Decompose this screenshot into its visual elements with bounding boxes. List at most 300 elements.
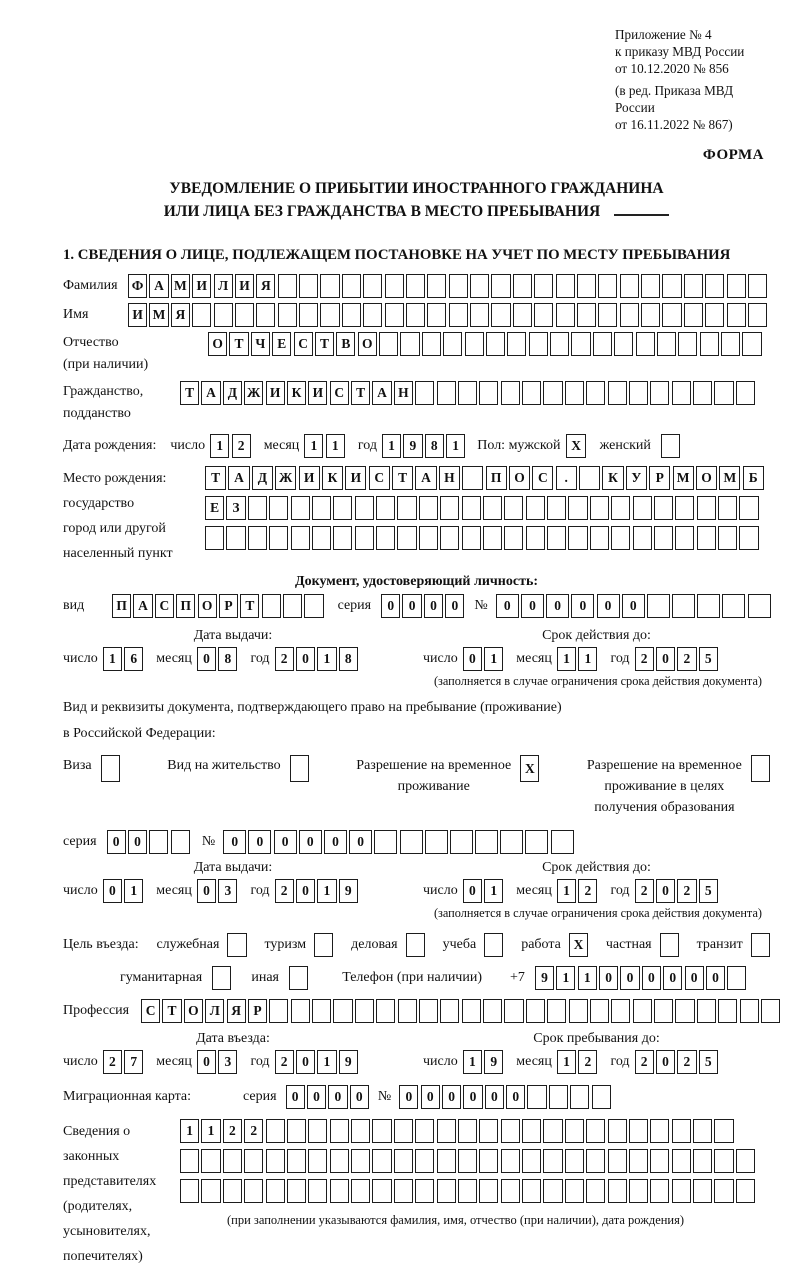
char-box[interactable] xyxy=(443,332,462,356)
char-box[interactable] xyxy=(266,1119,285,1143)
char-box[interactable] xyxy=(590,526,609,550)
char-box[interactable]: 0 xyxy=(128,830,147,854)
private-checkbox[interactable] xyxy=(660,933,679,957)
char-box[interactable] xyxy=(256,303,275,327)
char-box[interactable] xyxy=(394,1179,413,1203)
char-box[interactable]: 1 xyxy=(463,1050,482,1074)
char-box[interactable] xyxy=(611,999,630,1023)
char-box[interactable] xyxy=(504,526,523,550)
transit-checkbox[interactable] xyxy=(751,933,770,957)
char-box[interactable] xyxy=(483,526,502,550)
char-box[interactable] xyxy=(291,496,310,520)
char-box[interactable]: 1 xyxy=(484,879,503,903)
char-box[interactable]: Р xyxy=(649,466,670,490)
char-box[interactable] xyxy=(693,1119,712,1143)
char-box[interactable]: 1 xyxy=(382,434,401,458)
char-box[interactable] xyxy=(629,1119,648,1143)
char-box[interactable]: 1 xyxy=(557,879,576,903)
char-box[interactable] xyxy=(479,1179,498,1203)
char-box[interactable] xyxy=(223,1179,242,1203)
char-box[interactable] xyxy=(672,1149,691,1173)
char-box[interactable]: 0 xyxy=(521,594,544,618)
char-box[interactable] xyxy=(693,1149,712,1173)
char-box[interactable] xyxy=(287,1119,306,1143)
char-box[interactable]: 5 xyxy=(699,1050,718,1074)
char-box[interactable] xyxy=(641,274,660,298)
char-box[interactable]: 1 xyxy=(180,1119,199,1143)
char-box[interactable] xyxy=(586,1119,605,1143)
char-box[interactable]: З xyxy=(226,496,245,520)
char-box[interactable]: 0 xyxy=(656,1050,675,1074)
char-box[interactable]: 0 xyxy=(296,647,315,671)
char-box[interactable] xyxy=(697,496,716,520)
char-box[interactable]: 9 xyxy=(339,879,358,903)
char-box[interactable] xyxy=(614,332,633,356)
char-box[interactable]: 0 xyxy=(197,647,216,671)
char-box[interactable] xyxy=(330,1179,349,1203)
char-box[interactable] xyxy=(675,496,694,520)
char-box[interactable]: 0 xyxy=(381,594,400,618)
char-box[interactable]: 0 xyxy=(349,830,372,854)
char-box[interactable] xyxy=(654,496,673,520)
char-box[interactable]: И xyxy=(345,466,366,490)
char-box[interactable] xyxy=(486,332,505,356)
char-box[interactable] xyxy=(662,303,681,327)
char-box[interactable] xyxy=(462,999,481,1023)
char-box[interactable] xyxy=(608,381,627,405)
char-box[interactable]: 0 xyxy=(663,966,682,990)
char-box[interactable] xyxy=(522,1149,541,1173)
char-box[interactable] xyxy=(479,381,498,405)
char-box[interactable] xyxy=(504,999,523,1023)
char-box[interactable]: 0 xyxy=(571,594,594,618)
char-box[interactable] xyxy=(308,1179,327,1203)
char-box[interactable]: 8 xyxy=(425,434,444,458)
char-box[interactable] xyxy=(684,274,703,298)
char-box[interactable]: А xyxy=(201,381,220,405)
char-box[interactable]: И xyxy=(192,274,211,298)
char-box[interactable]: Р xyxy=(219,594,238,618)
char-box[interactable]: 2 xyxy=(103,1050,122,1074)
char-box[interactable] xyxy=(650,1119,669,1143)
char-box[interactable] xyxy=(543,1179,562,1203)
char-box[interactable] xyxy=(283,594,302,618)
char-box[interactable] xyxy=(705,303,724,327)
char-box[interactable] xyxy=(400,830,423,854)
char-box[interactable]: 0 xyxy=(463,647,482,671)
char-box[interactable]: 8 xyxy=(218,647,237,671)
char-box[interactable] xyxy=(223,1149,242,1173)
char-box[interactable] xyxy=(736,1179,755,1203)
char-box[interactable] xyxy=(586,1179,605,1203)
char-box[interactable]: Н xyxy=(394,381,413,405)
char-box[interactable]: Т xyxy=(240,594,259,618)
char-box[interactable] xyxy=(248,526,267,550)
char-box[interactable] xyxy=(462,466,483,490)
char-box[interactable] xyxy=(379,332,398,356)
char-box[interactable]: Я xyxy=(227,999,246,1023)
char-box[interactable] xyxy=(714,381,733,405)
char-box[interactable] xyxy=(598,274,617,298)
char-box[interactable]: Т xyxy=(205,466,226,490)
char-box[interactable] xyxy=(672,1119,691,1143)
char-box[interactable] xyxy=(565,1179,584,1203)
char-box[interactable]: 0 xyxy=(642,966,661,990)
char-box[interactable]: 8 xyxy=(339,647,358,671)
char-box[interactable] xyxy=(437,1149,456,1173)
char-box[interactable] xyxy=(722,594,745,618)
char-box[interactable] xyxy=(491,274,510,298)
char-box[interactable] xyxy=(748,594,771,618)
char-box[interactable] xyxy=(244,1179,263,1203)
char-box[interactable] xyxy=(278,274,297,298)
char-box[interactable] xyxy=(608,1149,627,1173)
char-box[interactable] xyxy=(633,526,652,550)
char-box[interactable] xyxy=(400,332,419,356)
visa-checkbox[interactable] xyxy=(101,755,120,782)
char-box[interactable] xyxy=(629,1149,648,1173)
char-box[interactable] xyxy=(248,496,267,520)
char-box[interactable]: 2 xyxy=(635,1050,654,1074)
char-box[interactable]: 2 xyxy=(244,1119,263,1143)
char-box[interactable] xyxy=(351,1179,370,1203)
char-box[interactable]: 0 xyxy=(307,1085,326,1109)
char-box[interactable]: 2 xyxy=(578,879,597,903)
char-box[interactable] xyxy=(718,999,737,1023)
char-box[interactable]: А xyxy=(372,381,391,405)
residence-permit-checkbox[interactable] xyxy=(290,755,309,782)
char-box[interactable]: 0 xyxy=(223,830,246,854)
char-box[interactable] xyxy=(551,830,574,854)
char-box[interactable]: 0 xyxy=(296,879,315,903)
business-checkbox[interactable] xyxy=(406,933,425,957)
char-box[interactable] xyxy=(372,1179,391,1203)
char-box[interactable] xyxy=(287,1179,306,1203)
char-box[interactable]: С xyxy=(141,999,160,1023)
char-box[interactable]: 0 xyxy=(442,1085,461,1109)
char-box[interactable]: Т xyxy=(180,381,199,405)
char-box[interactable] xyxy=(714,1119,733,1143)
char-box[interactable] xyxy=(266,1179,285,1203)
char-box[interactable] xyxy=(479,1149,498,1173)
char-box[interactable] xyxy=(650,1149,669,1173)
char-box[interactable]: И xyxy=(266,381,285,405)
char-box[interactable]: А xyxy=(149,274,168,298)
char-box[interactable] xyxy=(543,381,562,405)
char-box[interactable] xyxy=(620,303,639,327)
char-box[interactable] xyxy=(320,274,339,298)
char-box[interactable]: 9 xyxy=(339,1050,358,1074)
char-box[interactable]: 2 xyxy=(578,1050,597,1074)
char-box[interactable] xyxy=(721,332,740,356)
char-box[interactable] xyxy=(266,1149,285,1173)
char-box[interactable] xyxy=(629,1179,648,1203)
char-box[interactable]: 0 xyxy=(424,594,443,618)
char-box[interactable] xyxy=(684,303,703,327)
char-box[interactable] xyxy=(611,526,630,550)
char-box[interactable] xyxy=(672,381,691,405)
char-box[interactable] xyxy=(633,496,652,520)
char-box[interactable]: 1 xyxy=(124,879,143,903)
char-box[interactable]: Р xyxy=(248,999,267,1023)
char-box[interactable]: Т xyxy=(351,381,370,405)
char-box[interactable] xyxy=(483,999,502,1023)
char-box[interactable]: Д xyxy=(252,466,273,490)
temp-permit-edu-checkbox[interactable] xyxy=(751,755,770,782)
char-box[interactable] xyxy=(269,999,288,1023)
char-box[interactable]: 1 xyxy=(317,1050,336,1074)
char-box[interactable] xyxy=(650,381,669,405)
char-box[interactable] xyxy=(727,274,746,298)
char-box[interactable] xyxy=(529,332,548,356)
char-box[interactable] xyxy=(571,332,590,356)
char-box[interactable] xyxy=(526,496,545,520)
char-box[interactable] xyxy=(374,830,397,854)
char-box[interactable]: 2 xyxy=(635,879,654,903)
char-box[interactable] xyxy=(742,332,761,356)
char-box[interactable]: 9 xyxy=(403,434,422,458)
char-box[interactable]: 2 xyxy=(275,647,294,671)
char-box[interactable]: 1 xyxy=(556,966,575,990)
char-box[interactable] xyxy=(427,303,446,327)
char-box[interactable] xyxy=(675,526,694,550)
char-box[interactable] xyxy=(654,999,673,1023)
char-box[interactable]: 0 xyxy=(445,594,464,618)
char-box[interactable]: 0 xyxy=(197,1050,216,1074)
char-box[interactable] xyxy=(672,594,695,618)
char-box[interactable]: 1 xyxy=(317,647,336,671)
char-box[interactable] xyxy=(351,1119,370,1143)
char-box[interactable] xyxy=(372,1149,391,1173)
char-box[interactable]: 0 xyxy=(656,647,675,671)
char-box[interactable] xyxy=(342,274,361,298)
char-box[interactable] xyxy=(372,1119,391,1143)
char-box[interactable] xyxy=(568,496,587,520)
char-box[interactable] xyxy=(748,303,767,327)
char-box[interactable]: У xyxy=(626,466,647,490)
char-box[interactable]: Т xyxy=(392,466,413,490)
char-box[interactable]: М xyxy=(171,274,190,298)
char-box[interactable] xyxy=(633,999,652,1023)
char-box[interactable] xyxy=(693,1179,712,1203)
char-box[interactable] xyxy=(547,999,566,1023)
char-box[interactable]: М xyxy=(673,466,694,490)
char-box[interactable]: О xyxy=(696,466,717,490)
char-box[interactable] xyxy=(226,526,245,550)
char-box[interactable]: Б xyxy=(743,466,764,490)
char-box[interactable]: И xyxy=(308,381,327,405)
char-box[interactable] xyxy=(513,274,532,298)
char-box[interactable]: М xyxy=(719,466,740,490)
char-box[interactable]: 0 xyxy=(328,1085,347,1109)
char-box[interactable]: 0 xyxy=(506,1085,525,1109)
char-box[interactable] xyxy=(526,526,545,550)
char-box[interactable] xyxy=(244,1149,263,1173)
char-box[interactable] xyxy=(662,274,681,298)
char-box[interactable]: С xyxy=(369,466,390,490)
char-box[interactable]: 0 xyxy=(463,1085,482,1109)
char-box[interactable]: 1 xyxy=(326,434,345,458)
char-box[interactable] xyxy=(501,1179,520,1203)
char-box[interactable] xyxy=(592,1085,611,1109)
char-box[interactable]: 5 xyxy=(699,647,718,671)
humanitarian-checkbox[interactable] xyxy=(212,966,231,990)
char-box[interactable]: 2 xyxy=(223,1119,242,1143)
char-box[interactable] xyxy=(577,274,596,298)
char-box[interactable]: М xyxy=(149,303,168,327)
char-box[interactable]: О xyxy=(358,332,377,356)
char-box[interactable]: 0 xyxy=(496,594,519,618)
char-box[interactable] xyxy=(534,303,553,327)
char-box[interactable]: 0 xyxy=(324,830,347,854)
char-box[interactable] xyxy=(458,1119,477,1143)
char-box[interactable]: П xyxy=(112,594,131,618)
other-checkbox[interactable] xyxy=(289,966,308,990)
char-box[interactable]: 3 xyxy=(218,879,237,903)
char-box[interactable] xyxy=(586,1149,605,1173)
char-box[interactable] xyxy=(598,303,617,327)
char-box[interactable] xyxy=(543,1119,562,1143)
char-box[interactable] xyxy=(629,381,648,405)
char-box[interactable]: 1 xyxy=(578,966,597,990)
char-box[interactable]: С xyxy=(294,332,313,356)
char-box[interactable] xyxy=(205,526,224,550)
char-box[interactable]: 0 xyxy=(350,1085,369,1109)
char-box[interactable] xyxy=(513,303,532,327)
char-box[interactable]: В xyxy=(336,332,355,356)
char-box[interactable] xyxy=(620,274,639,298)
char-box[interactable] xyxy=(693,381,712,405)
char-box[interactable] xyxy=(355,999,374,1023)
char-box[interactable] xyxy=(565,381,584,405)
char-box[interactable] xyxy=(458,381,477,405)
char-box[interactable] xyxy=(333,999,352,1023)
char-box[interactable]: 0 xyxy=(622,594,645,618)
char-box[interactable] xyxy=(700,332,719,356)
char-box[interactable] xyxy=(449,303,468,327)
char-box[interactable] xyxy=(672,1179,691,1203)
char-box[interactable] xyxy=(415,1119,434,1143)
char-box[interactable] xyxy=(636,332,655,356)
char-box[interactable] xyxy=(406,303,425,327)
char-box[interactable] xyxy=(308,1149,327,1173)
char-box[interactable] xyxy=(449,274,468,298)
char-box[interactable] xyxy=(440,999,459,1023)
sex-female-checkbox[interactable] xyxy=(661,434,680,458)
char-box[interactable] xyxy=(727,966,746,990)
char-box[interactable] xyxy=(475,830,498,854)
char-box[interactable]: А xyxy=(133,594,152,618)
char-box[interactable]: 2 xyxy=(635,647,654,671)
char-box[interactable]: 0 xyxy=(656,879,675,903)
char-box[interactable] xyxy=(504,496,523,520)
char-box[interactable]: 2 xyxy=(275,879,294,903)
char-box[interactable] xyxy=(590,999,609,1023)
char-box[interactable]: 6 xyxy=(124,647,143,671)
char-box[interactable] xyxy=(549,1085,568,1109)
char-box[interactable]: 1 xyxy=(103,647,122,671)
char-box[interactable] xyxy=(333,526,352,550)
char-box[interactable] xyxy=(727,303,746,327)
char-box[interactable] xyxy=(385,303,404,327)
char-box[interactable] xyxy=(376,999,395,1023)
char-box[interactable] xyxy=(522,1179,541,1203)
char-box[interactable] xyxy=(491,303,510,327)
char-box[interactable] xyxy=(565,1119,584,1143)
char-box[interactable] xyxy=(678,332,697,356)
char-box[interactable] xyxy=(739,526,758,550)
char-box[interactable] xyxy=(299,303,318,327)
char-box[interactable]: П xyxy=(486,466,507,490)
char-box[interactable] xyxy=(570,1085,589,1109)
char-box[interactable] xyxy=(483,496,502,520)
char-box[interactable] xyxy=(608,1179,627,1203)
char-box[interactable]: К xyxy=(322,466,343,490)
char-box[interactable] xyxy=(577,303,596,327)
char-box[interactable] xyxy=(501,1149,520,1173)
char-box[interactable] xyxy=(522,381,541,405)
char-box[interactable] xyxy=(397,496,416,520)
char-box[interactable] xyxy=(419,496,438,520)
char-box[interactable] xyxy=(394,1149,413,1173)
char-box[interactable]: 2 xyxy=(275,1050,294,1074)
char-box[interactable]: 0 xyxy=(248,830,271,854)
char-box[interactable]: С xyxy=(155,594,174,618)
tourism-checkbox[interactable] xyxy=(314,933,333,957)
char-box[interactable]: . xyxy=(556,466,577,490)
char-box[interactable] xyxy=(269,526,288,550)
char-box[interactable] xyxy=(654,526,673,550)
char-box[interactable] xyxy=(611,496,630,520)
char-box[interactable]: 9 xyxy=(484,1050,503,1074)
char-box[interactable]: О xyxy=(198,594,217,618)
char-box[interactable]: 1 xyxy=(210,434,229,458)
char-box[interactable] xyxy=(556,274,575,298)
char-box[interactable] xyxy=(440,526,459,550)
char-box[interactable] xyxy=(422,332,441,356)
char-box[interactable]: Д xyxy=(223,381,242,405)
temp-permit-checkbox[interactable]: X xyxy=(520,755,539,782)
char-box[interactable] xyxy=(547,526,566,550)
char-box[interactable]: С xyxy=(532,466,553,490)
char-box[interactable] xyxy=(501,1119,520,1143)
char-box[interactable] xyxy=(291,999,310,1023)
char-box[interactable]: О xyxy=(184,999,203,1023)
char-box[interactable] xyxy=(697,999,716,1023)
char-box[interactable]: Т xyxy=(162,999,181,1023)
char-box[interactable] xyxy=(547,496,566,520)
char-box[interactable] xyxy=(565,1149,584,1173)
char-box[interactable] xyxy=(579,466,600,490)
char-box[interactable] xyxy=(180,1179,199,1203)
char-box[interactable]: 1 xyxy=(317,879,336,903)
char-box[interactable]: 0 xyxy=(197,879,216,903)
char-box[interactable] xyxy=(427,274,446,298)
char-box[interactable] xyxy=(675,999,694,1023)
char-box[interactable] xyxy=(526,999,545,1023)
char-box[interactable]: 1 xyxy=(201,1119,220,1143)
char-box[interactable] xyxy=(593,332,612,356)
work-checkbox[interactable]: X xyxy=(569,933,588,957)
sex-male-checkbox[interactable]: X xyxy=(566,434,585,458)
char-box[interactable] xyxy=(470,303,489,327)
char-box[interactable] xyxy=(342,303,361,327)
char-box[interactable]: 0 xyxy=(402,594,421,618)
char-box[interactable] xyxy=(415,381,434,405)
char-box[interactable]: Е xyxy=(272,332,291,356)
char-box[interactable] xyxy=(149,830,168,854)
char-box[interactable]: О xyxy=(509,466,530,490)
